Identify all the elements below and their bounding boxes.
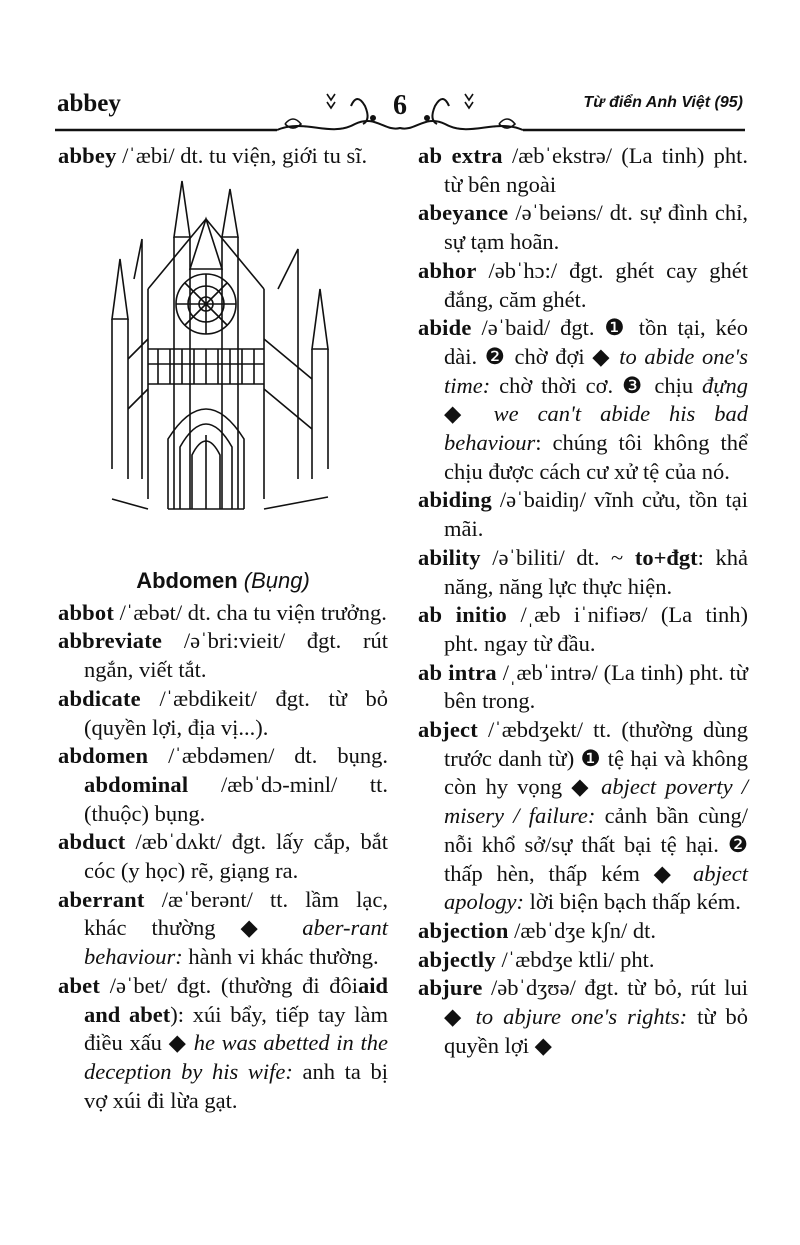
headword: abbey [58,143,117,168]
entry-ab-intra [418,659,748,716]
definition: /ˌæbˈintrə/ (La tinh) pht. từ bên trong. [444,659,748,714]
running-headword: abbey [57,90,121,117]
headword: abjection [418,917,509,943]
definition: /æbˈdʌkt/ đgt. lấy cắp, bắt cóc (y học) rẽ, giạng ra. [84,829,388,884]
example: to abide one's time: [444,343,749,398]
example: aber-rant behaviour: [84,915,389,970]
headword: aberrant [58,886,145,912]
entry-ab-extra [418,142,748,199]
bold-phrase: aid and abet [84,972,389,1027]
headword: abeyance [418,200,509,226]
entry-abject [418,716,748,917]
entry-ab-initio [418,601,748,658]
entry-abjectly [418,946,748,975]
definition: /əˈbaidiŋ/ vĩnh cửu, tồn tại mãi. [444,487,749,542]
example: we can't abide his bad behaviour [444,401,748,456]
definition: /əˈbiliti/ dt. ~ [492,544,624,570]
caption-sub: (Bụng) [243,567,310,593]
entry-abbey [58,142,388,171]
definition: /ˈæbət/ dt. cha tu viện trưởng. [119,599,387,625]
headword: abdicate [58,685,141,711]
definition: /əˈbri:vieit/ đgt. rút ngắn, viết tắt. [84,628,388,683]
entry-abiding [418,486,748,543]
entry-aberrant [58,886,388,972]
example: đựng [701,372,749,398]
entry-abbot [58,599,388,628]
headword: abhor [418,257,477,283]
headword: ab extra [418,143,503,168]
definition: /æbˈekstrə/ (La tinh) pht. từ bên ngoài [444,143,749,197]
translation: cảnh bần cùng/ nỗi khổ sở/sự thất bại tệ hại. ❷ thấp hèn, thấp kém ◆ [444,803,749,886]
definition: /æbˈdʒe kʃn/ dt. [514,917,657,943]
figure [58,171,388,599]
translation: ◆ [444,401,475,427]
definition: /æˈberənt/ tt. lầm lạc, khác thường ◆ [84,886,389,941]
headword: abduct [58,829,126,855]
example: abject apology: [444,860,748,915]
headword: abjectly [418,946,496,972]
definition: /ˈæbdəmen/ dt. bụng. [168,743,388,769]
figure-caption [58,567,388,596]
example: abject poverty / misery / failure: [444,774,748,829]
translation: chờ thời cơ. ❸ chịu [499,372,694,398]
headword: ability [418,544,481,570]
entry-abet [58,972,388,1116]
entry-abduct [58,828,388,885]
entry-abbreviate [58,627,388,684]
entry-abide [418,314,748,486]
entry-abeyance [418,199,748,256]
definition: /əˈbaid/ đgt. ❶ tồn tại, kéo dài. ❷ chờ đợi ◆ [444,315,749,369]
definition: /ˈæbdikeit/ đgt. từ bỏ (quyền lợi, địa vị...). [84,685,388,740]
entry-ability [418,544,748,601]
headword: abbot [58,599,115,625]
entry-abjection [418,917,748,946]
headword: abdomen [58,743,149,769]
translation: từ bỏ quyền lợi ◆ [444,1004,748,1058]
entry-abjure [418,974,748,1060]
sub-headword: abdominal [84,771,189,797]
headword: abject [418,717,478,743]
entry-abdicate [58,685,388,742]
definition: /əbˈhɔ:/ đgt. ghét cay ghét đắng, căm ghét. [444,257,748,312]
example: he was abetted in the deception by his wife: [84,1030,388,1084]
definition: /æbˈdɔ-minl/ tt. (thuộc) bụng. [84,771,388,826]
cathedral-illustration-icon [98,179,348,564]
definition: /ˈæbdʒe ktli/ pht. [501,946,655,972]
translation: : chúng tôi không thể chịu được cách cư xử tệ của nó. [444,430,748,484]
example: to abjure one's rights: [475,1004,688,1030]
book-title: Từ điển Anh Việt (95) [583,94,743,111]
headword: abbreviate [58,628,163,654]
entry-abdomen [58,742,388,828]
headword: abiding [418,487,492,513]
headword: abet [58,972,101,998]
definition: /ˈæbi/ dt. tu viện, giới tu sĩ. [122,143,368,168]
definition: : khả năng, năng lực thực hiện. [444,544,748,599]
bold-phrase: to+đgt [634,544,698,570]
page-header [55,88,745,136]
entry-abhor [418,257,748,314]
translation: anh ta bị vợ xúi đi lừa gạt. [84,1058,388,1113]
headword: ab initio [418,602,507,628]
caption-main: Abdomen [136,567,238,593]
translation: hành vi khác thường. [188,944,379,970]
page-number: 6 [393,90,407,121]
definition: ): xúi bẩy, tiếp tay làm điều xấu ◆ [84,1001,388,1056]
definition: /ˌæb iˈnifiəʊ/ (La tinh) pht. ngay từ đầu. [444,602,749,656]
definition: /əˈbeiəns/ dt. sự đình chỉ, sự tạm hoãn. [444,200,748,255]
headword: abjure [418,975,483,1001]
headword: ab intra [418,659,497,685]
definition: /əbˈdʒʊə/ đgt. từ bỏ, rút lui ◆ [444,975,749,1030]
headword: abide [418,315,472,341]
right-column [418,142,748,1061]
definition: /əˈbet/ đgt. (thường đi đôi [109,972,358,998]
translation: lời biện bạch thấp kém. [529,889,741,915]
left-column [58,142,388,1115]
definition: /ˈæbdʒekt/ tt. (thường dùng trước danh từ) ❶ tệ hại và không còn hy vọng ◆ [444,717,748,800]
